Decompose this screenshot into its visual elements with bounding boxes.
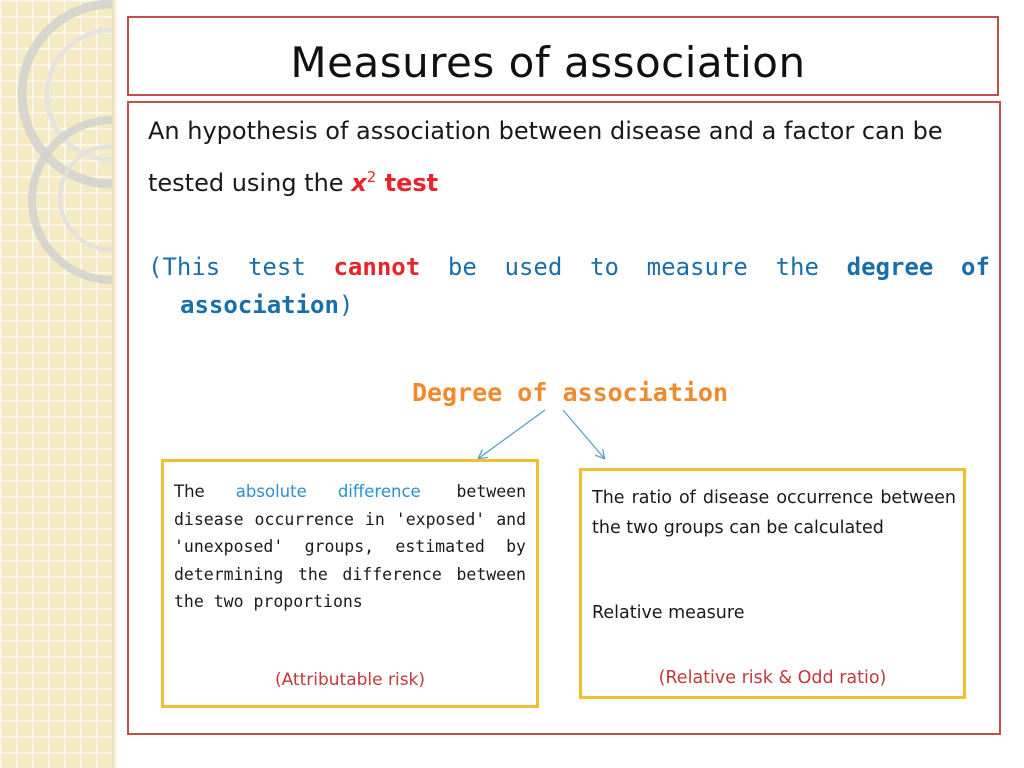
test-word: test [376, 169, 439, 197]
box-text-rest: between disease occurrence in 'exposed' and 'unexposed' groups, estimated by determining the difference between the two proportions [174, 482, 526, 611]
ratio-box [579, 468, 966, 699]
note-word: test [247, 253, 306, 281]
title-box [127, 16, 999, 96]
note-word: the [775, 253, 819, 281]
absolute-difference-box [161, 459, 539, 708]
chi-superscript: 2 [366, 168, 377, 186]
note-word: to [590, 253, 619, 281]
cannot-word: cannot [333, 253, 421, 281]
of-word: of [961, 253, 990, 281]
note-word: be [447, 253, 477, 281]
box-text-pre: The [174, 482, 236, 501]
chi-symbol: x [351, 169, 367, 197]
relative-measure-text: Relative measure [592, 603, 745, 623]
note-word: measure [646, 253, 748, 281]
relative-risk-label: (Relative risk & Odd ratio) [658, 668, 887, 688]
note-paragraph [148, 248, 990, 324]
absolute-difference-text [174, 478, 526, 616]
intro-paragraph [148, 108, 978, 206]
ratio-text: The ratio of disease occurrence between the two groups can be calculated [592, 488, 956, 538]
absolute-difference-highlight: absolute difference [235, 482, 421, 501]
decorative-rings-icon [0, 0, 130, 768]
degree-word: degree [846, 253, 934, 281]
note-word: (This [148, 253, 221, 281]
association-word: association [180, 291, 339, 319]
page-title: Measures of association [290, 38, 806, 87]
note-word: used [504, 253, 563, 281]
intro-text: An hypothesis of association between disease and a factor can be tested using the [148, 117, 943, 197]
degree-heading: Degree of association [411, 378, 729, 407]
attributable-risk-label: (Attributable risk) [274, 670, 426, 690]
note-close-paren: ) [338, 291, 354, 319]
